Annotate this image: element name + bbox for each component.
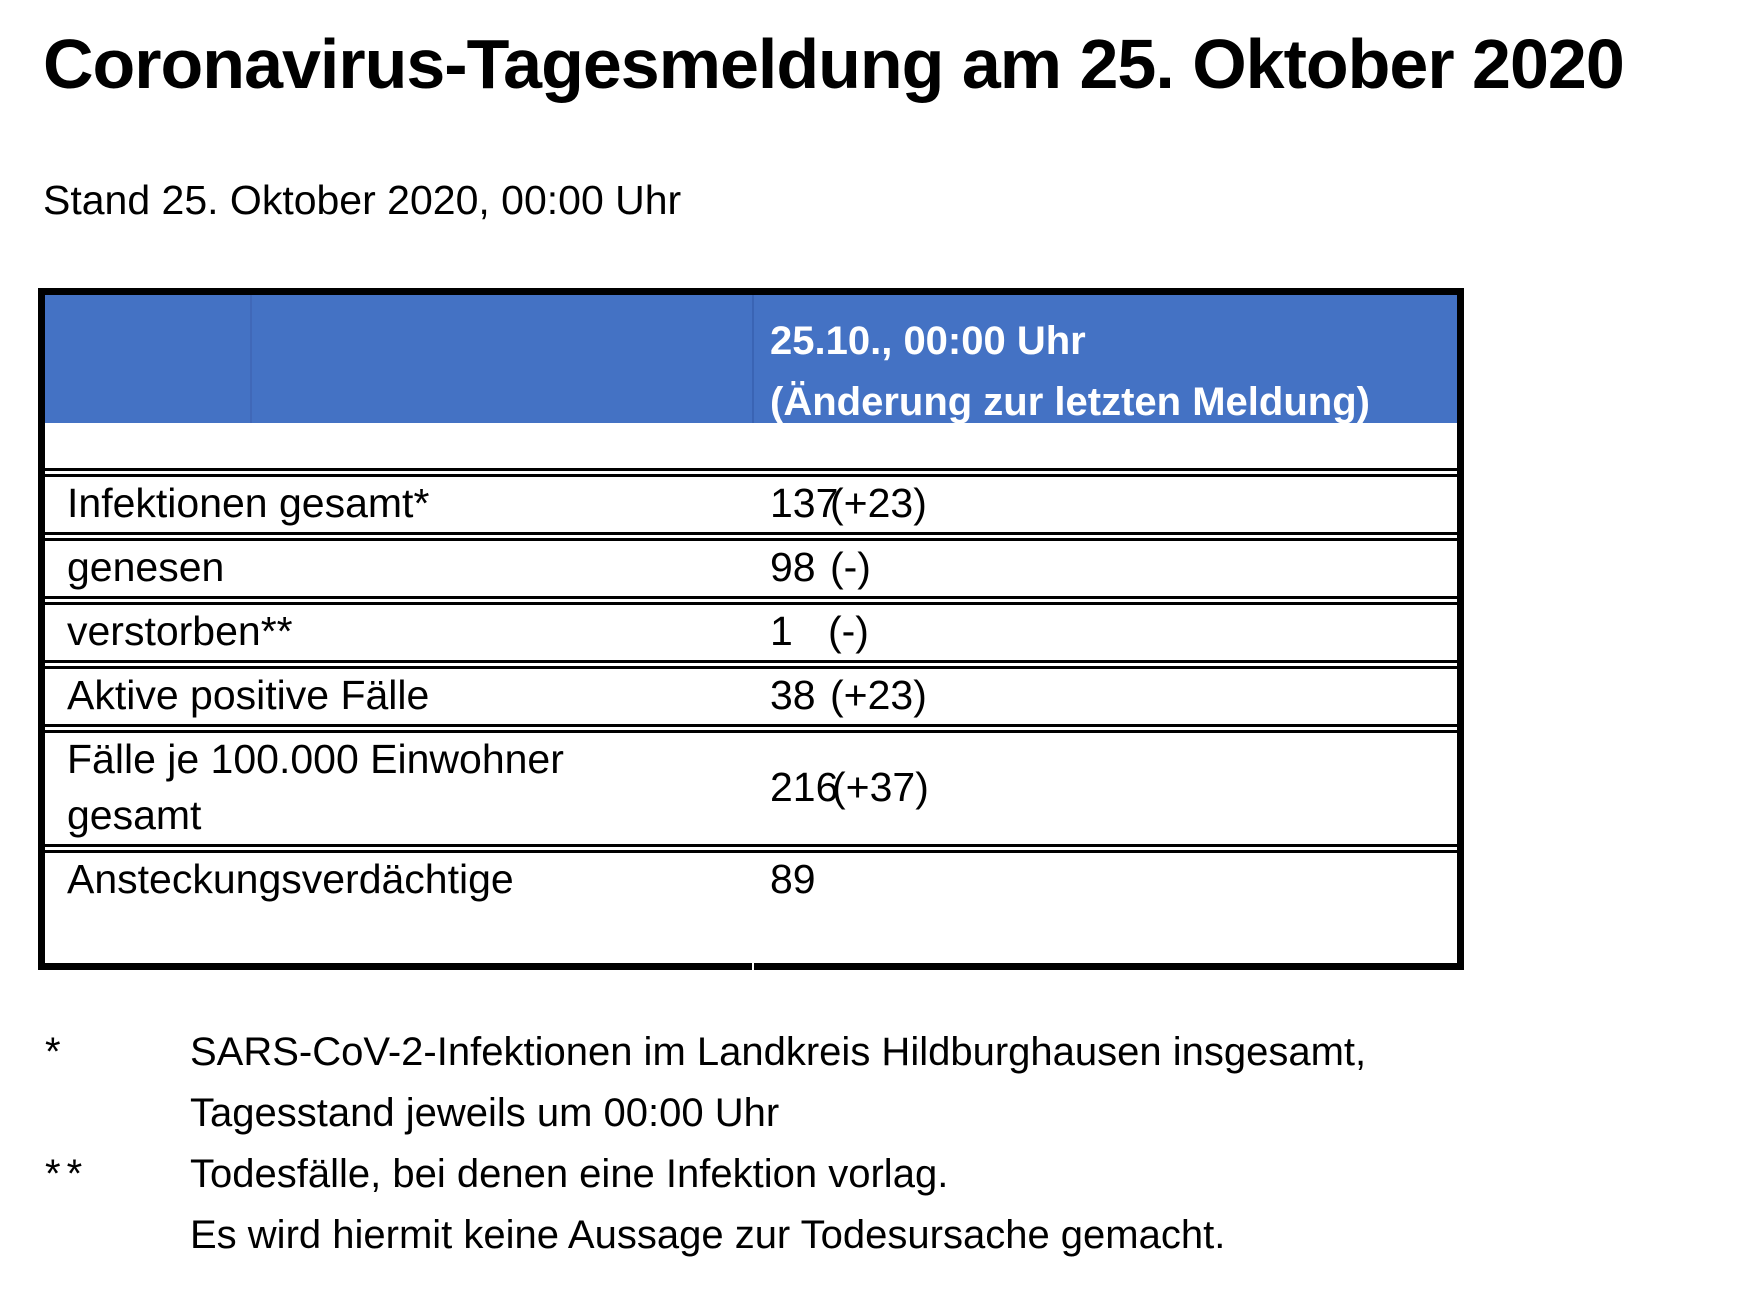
footnote-text: Tagesstand jeweils um 00:00 Uhr — [190, 1091, 780, 1135]
row-value: 216 — [770, 764, 839, 810]
footnote-text: Es wird hiermit keine Aussage zur Todesursache gemacht. — [190, 1213, 1226, 1257]
header-divider — [250, 295, 252, 423]
row-label: Ansteckungsverdächtige — [67, 856, 514, 902]
row-label: Fälle je 100.000 Einwohner — [67, 736, 564, 782]
row-label: Infektionen gesamt* — [67, 480, 430, 526]
table-header-value — [770, 311, 1370, 433]
table-row-deceased — [45, 596, 1457, 660]
row-change: (-) — [830, 544, 871, 590]
footnote-mark: ** — [45, 1152, 89, 1196]
header-change-label: (Änderung zur letzten Meldung) — [770, 380, 1370, 424]
row-value: 137 — [770, 480, 839, 526]
row-label: verstorben** — [67, 608, 293, 654]
page-title: Coronavirus-Tagesmeldung am 25. Oktober 2020 — [43, 25, 1624, 103]
header-divider — [752, 295, 754, 423]
row-label: gesamt — [67, 792, 202, 838]
statistics-table — [38, 288, 1464, 970]
report-timestamp: Stand 25. Oktober 2020, 00:00 Uhr — [43, 177, 682, 223]
row-label: Aktive positive Fälle — [67, 672, 430, 718]
row-change: (+37) — [832, 764, 929, 810]
row-value: 1 — [770, 608, 793, 654]
table-row-recovered — [45, 532, 1457, 596]
row-change: (+23) — [830, 480, 927, 526]
table-row-suspected — [45, 844, 1457, 970]
row-change: (+23) — [830, 672, 927, 718]
table-row-active — [45, 660, 1457, 724]
table-row-incidence — [45, 724, 1457, 844]
row-value: 89 — [770, 856, 816, 902]
row-label: genesen — [67, 544, 225, 590]
row-value: 98 — [770, 544, 816, 590]
footnote-text: SARS-CoV-2-Infektionen im Landkreis Hildburghausen insgesamt, — [190, 1030, 1367, 1074]
table-row-infections — [45, 468, 1457, 532]
row-change: (-) — [828, 608, 869, 654]
footnote-text: Todesfälle, bei denen eine Infektion vorlag. — [190, 1152, 949, 1196]
footnote-mark: * — [45, 1030, 67, 1074]
table-header-row — [45, 295, 1457, 423]
header-date-label: 25.10., 00:00 Uhr — [770, 319, 1086, 363]
row-value: 38 — [770, 672, 816, 718]
